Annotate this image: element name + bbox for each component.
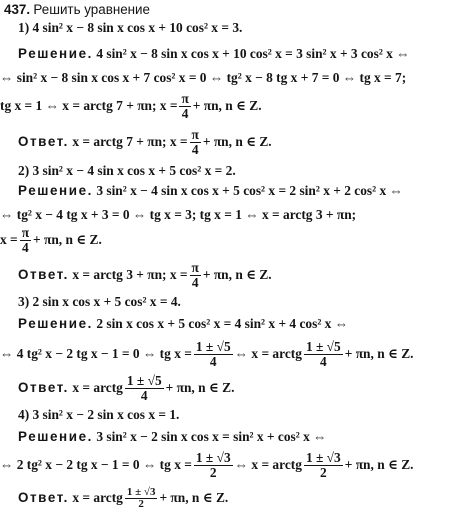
p4-answer-label: Ответ. [18,490,69,505]
p2-solution-line2 [0,207,475,223]
p4-answer-frac [125,487,158,510]
problem-header [4,2,475,18]
p3-solution-line1 [18,316,475,332]
frac-denominator: 4 [319,353,327,369]
p3-answer-frac [125,374,164,403]
p1-answer-pi-frac [190,128,201,157]
p1-s2: ⇔ sin² x − 8 sin x cos x + 7 cos² x = 0 ⇔ tg² x − 8 tg x + 7 = 0 ⇔ tg x = 7; [0,70,407,85]
frac-numerator: 1 ± √5 [126,372,162,388]
pi-denominator: 4 [181,105,189,121]
p3-s2b: ⇔ x = arctg [234,346,302,361]
frac-numerator: 1 ± √3 [126,485,156,498]
p2-solution-line3 [0,222,475,258]
p3-eq: 2 sin x cos x + 5 cos² x = 4. [32,294,181,309]
frac-numerator: 1 ± √3 [195,449,231,465]
p1-pi-frac [179,92,190,121]
frac-numerator: 1 ± √5 [305,338,341,354]
p1-solution-line3 [0,88,475,124]
frac-denominator: 4 [209,353,217,369]
p2-a1: x = arctg 3 + πn; x = [72,267,188,282]
p1-s3b: + πn, n ∈ Z. [192,98,262,113]
p1-a2: + πn, n ∈ Z. [202,134,272,149]
p2-s1: 3 sin² x − 4 sin x cos x + 5 cos² x = 2 sin² x + 2 cos² x ⇔ [96,183,403,198]
p3-solution-line2 [0,336,475,372]
p4-a2: + πn, n ∈ Z. [159,490,229,505]
p4-tg-frac [194,451,233,480]
p4-s2b: ⇔ x = arctg [234,457,302,472]
p1-a1: x = arctg 7 + πn; x = [72,134,188,149]
p1-solution-line2 [0,70,475,86]
p2-solution-line1 [18,183,475,199]
p2-solution-label: Решение. [18,183,93,198]
p2-eq: 3 sin² x − 4 sin x cos x + 5 cos² x = 2. [32,163,236,178]
p1-s3a: tg x = 1 ⇔ x = arctg 7 + πn; x = [0,98,178,113]
p4-a1: x = arctg [72,490,123,505]
frac-denominator: 2 [138,497,144,510]
frac-numerator: 1 ± √5 [195,338,231,354]
p2-s3b: + πn, n ∈ Z. [33,232,102,247]
pi-numerator: π [191,259,199,275]
pi-numerator: π [191,126,199,142]
p1-number: 1) [18,20,30,35]
p4-equation [18,407,475,423]
p1-answer-label: Ответ. [18,134,69,149]
problem-title: Решить уравнение [33,2,150,17]
p4-arctg-frac [304,451,343,480]
p3-s2a: ⇔ 4 tg² x − 2 tg x − 1 = 0 ⇔ tg x = [0,346,192,361]
frac-denominator: 2 [209,464,217,480]
p1-answer [18,124,475,160]
p2-pi-frac [20,226,31,255]
p3-tg-frac [194,340,233,369]
frac-numerator: 1 ± √3 [305,449,341,465]
p3-answer [18,370,475,406]
p4-s2a: ⇔ 2 tg² x − 2 tg x − 1 = 0 ⇔ tg x = [0,457,192,472]
p3-a2: + πn, n ∈ Z. [165,380,235,395]
p4-s1: 3 sin² x − 2 sin x cos x = sin² x + cos² x ⇔ [96,429,327,444]
p2-answer-label: Ответ. [18,267,69,282]
p1-eq: 4 sin² x − 8 sin x cos x + 10 cos² x = 3. [32,20,243,35]
p3-solution-label: Решение. [18,316,93,331]
p1-solution-line1 [18,46,475,62]
p2-answer [18,257,475,293]
p4-number: 4) [18,407,30,422]
problem-number: 437. [4,2,31,17]
p4-eq: 3 sin² x − 2 sin x cos x = 1. [32,407,180,422]
frac-denominator: 2 [319,464,327,480]
p4-s2c: + πn, n ∈ Z. [344,457,414,472]
p4-solution-label: Решение. [18,429,93,444]
pi-denominator: 4 [191,141,199,157]
p2-number: 2) [18,163,30,178]
p3-a1: x = arctg [72,380,123,395]
p3-answer-label: Ответ. [18,380,69,395]
p4-solution-line1 [18,429,475,445]
p1-equation [18,20,475,36]
p2-s2: ⇔ tg² x − 4 tg x + 3 = 0 ⇔ tg x = 3; tg x = 1 ⇔ x = arctg 3 + πn; [0,207,357,222]
p2-equation [18,163,475,179]
p3-equation [18,294,475,310]
p3-s1: 2 sin x cos x + 5 cos² x = 4 sin² x + 4 cos² x ⇔ [96,316,349,331]
p1-s1: 4 sin² x − 8 sin x cos x + 10 cos² x = 3 sin² x + 3 cos² x ⇔ [96,46,410,61]
p2-s3a: x = [0,232,18,247]
frac-denominator: 4 [140,387,148,403]
pi-numerator: π [21,224,30,240]
p2-answer-pi-frac [190,261,201,290]
p4-solution-line2 [0,447,475,483]
pi-denominator: 4 [191,274,199,290]
p2-a2: + πn, n ∈ Z. [202,267,272,282]
pi-denominator: 4 [22,239,29,255]
p3-s2c: + πn, n ∈ Z. [344,346,414,361]
p3-arctg-frac [304,340,343,369]
p3-number: 3) [18,294,30,309]
pi-numerator: π [181,90,189,106]
p4-answer [18,481,475,515]
p1-solution-label: Решение. [18,46,93,61]
